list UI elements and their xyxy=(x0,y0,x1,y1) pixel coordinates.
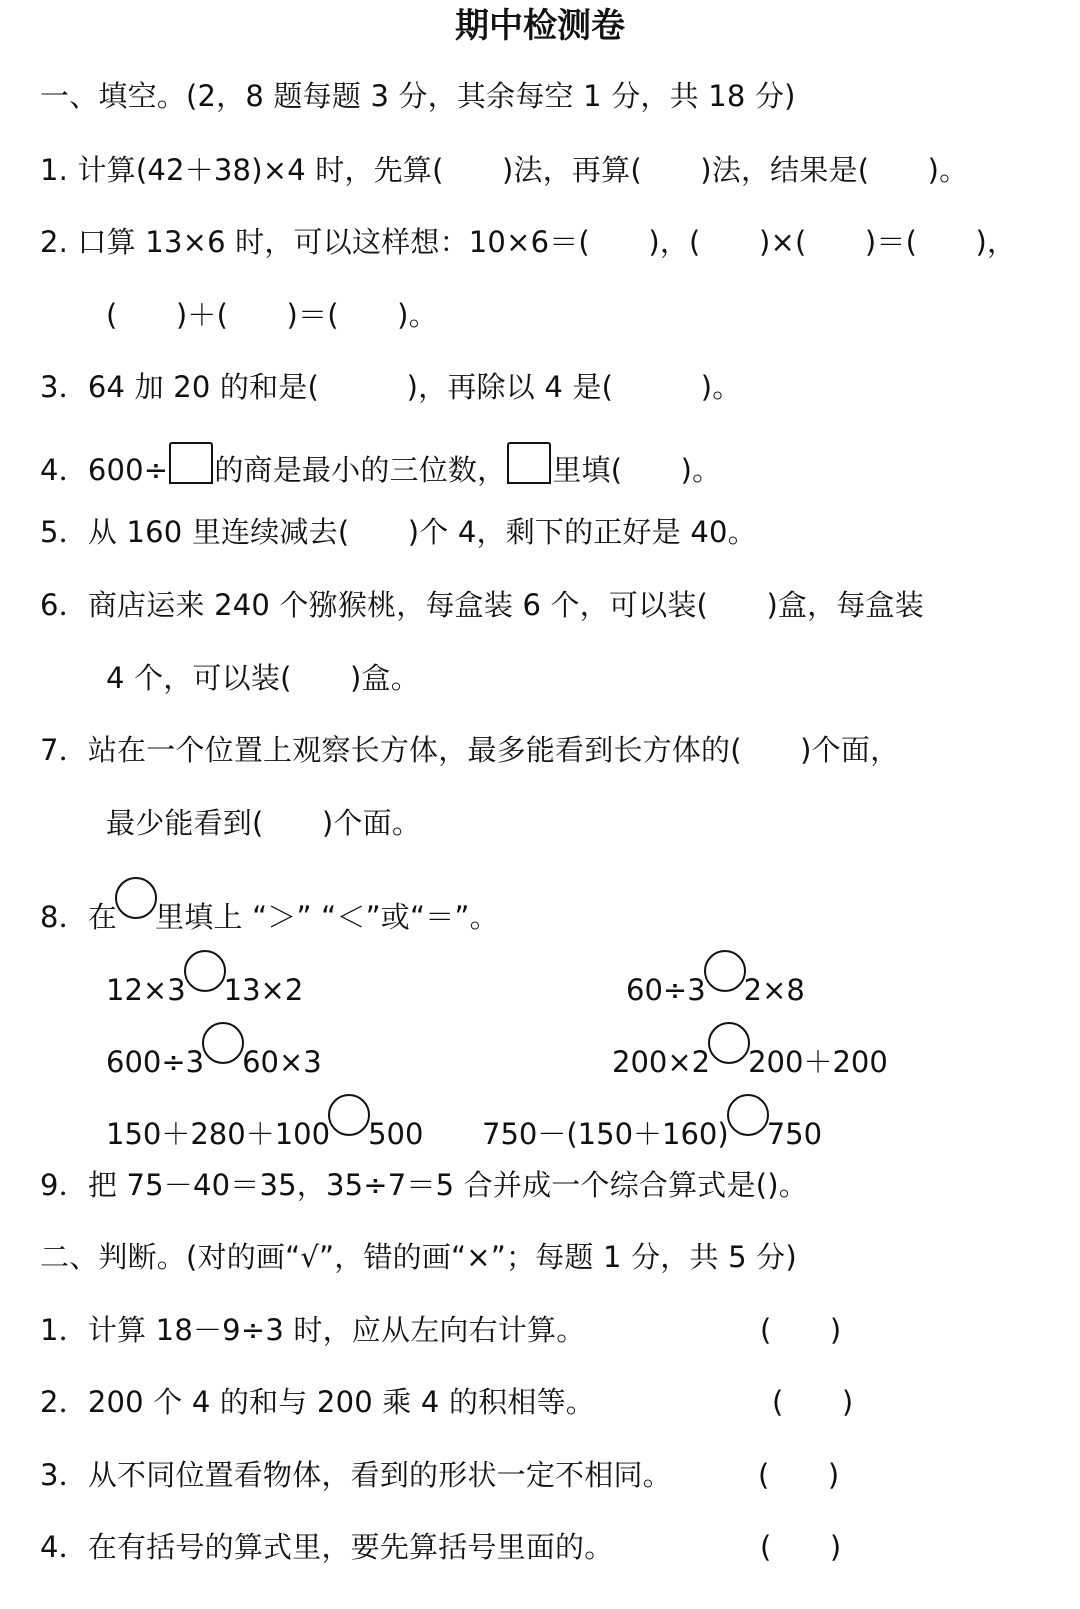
question-2-line2: ( )＋( )＝( )。 xyxy=(106,298,438,332)
question-7-line1: 7．站在一个位置上观察长方体，最多能看到长方体的( )个面， xyxy=(40,733,900,767)
question-2-line1: 2. 口算 13×6 时，可以这样想：10×6＝( )，( )×( )＝( )， xyxy=(40,225,1017,259)
answer-circle-icon xyxy=(727,1094,769,1136)
question-4 xyxy=(40,442,721,490)
judge-blank-1: ( ) xyxy=(760,1313,842,1347)
question-4-part1: 4．600÷ xyxy=(40,453,169,487)
question-5: 5．从 160 里连续减去( )个 4，剩下的正好是 40。 xyxy=(40,515,757,549)
answer-circle-icon xyxy=(708,1022,750,1064)
judge-item-4: 4．在有括号的算式里，要先算括号里面的。 xyxy=(40,1530,614,1564)
question-8 xyxy=(40,877,499,937)
comparison-4 xyxy=(612,1022,888,1082)
answer-box-icon xyxy=(507,442,551,484)
answer-circle-icon xyxy=(115,877,157,919)
question-7-line2: 最少能看到( )个面。 xyxy=(106,806,422,840)
comparison-left: 12×3 xyxy=(106,973,186,1007)
comparison-left: 150＋280＋100 xyxy=(106,1117,331,1151)
comparison-right: 750 xyxy=(766,1117,823,1151)
judge-item-3: 3．从不同位置看物体，看到的形状一定不相同。 xyxy=(40,1458,672,1492)
answer-circle-icon xyxy=(184,950,226,992)
comparison-left: 750－(150＋160) xyxy=(482,1117,729,1151)
answer-circle-icon xyxy=(704,950,746,992)
section2-heading: 二、判断。(对的画“√”，错的画“×”；每题 1 分，共 5 分) xyxy=(40,1240,797,1274)
question-4-part2: 的商是最小的三位数， xyxy=(214,453,507,487)
comparison-left: 200×2 xyxy=(612,1045,711,1079)
answer-circle-icon xyxy=(328,1094,370,1136)
comparison-right: 200＋200 xyxy=(748,1045,888,1079)
comparison-right: 13×2 xyxy=(223,973,304,1007)
page-title: 期中检测卷 xyxy=(455,6,625,46)
comparison-right: 60×3 xyxy=(242,1045,322,1079)
comparison-6 xyxy=(482,1094,822,1154)
comparison-1 xyxy=(106,950,303,1010)
question-3: 3．64 加 20 的和是( )，再除以 4 是( )。 xyxy=(40,370,742,404)
comparison-right: 2×8 xyxy=(743,973,805,1007)
judge-blank-4: ( ) xyxy=(760,1530,842,1564)
comparison-right: 500 xyxy=(368,1117,424,1151)
answer-circle-icon xyxy=(202,1022,244,1064)
question-1: 1. 计算(42＋38)×4 时，先算( )法，再算( )法，结果是( )。 xyxy=(40,153,969,187)
question-8-part2: 里填上 “＞” “＜”或“＝”。 xyxy=(155,900,499,934)
question-6-line2: 4 个，可以装( )盒。 xyxy=(106,661,420,695)
judge-blank-2: ( ) xyxy=(772,1385,854,1419)
judge-item-2: 2．200 个 4 的和与 200 乘 4 的积相等。 xyxy=(40,1385,595,1419)
answer-box-icon xyxy=(169,442,213,484)
question-9: 9．把 75－40＝35，35÷7＝5 合并成一个综合算式是()。 xyxy=(40,1168,808,1202)
section1-heading: 一、填空。(2，8 题每题 3 分，其余每空 1 分，共 18 分) xyxy=(40,79,796,113)
question-8-part1: 8．在 xyxy=(40,900,118,934)
comparison-left: 60÷3 xyxy=(626,973,706,1007)
comparison-2 xyxy=(626,950,805,1010)
comparison-left: 600÷3 xyxy=(106,1045,205,1079)
question-4-part3: 里填( )。 xyxy=(552,453,722,487)
comparison-5 xyxy=(106,1094,423,1154)
judge-item-1: 1．计算 18－9÷3 时，应从左向右计算。 xyxy=(40,1313,586,1347)
judge-blank-3: ( ) xyxy=(758,1458,840,1492)
comparison-3 xyxy=(106,1022,322,1082)
question-6-line1: 6．商店运来 240 个猕猴桃，每盒装 6 个，可以装( )盒，每盒装 xyxy=(40,588,924,622)
